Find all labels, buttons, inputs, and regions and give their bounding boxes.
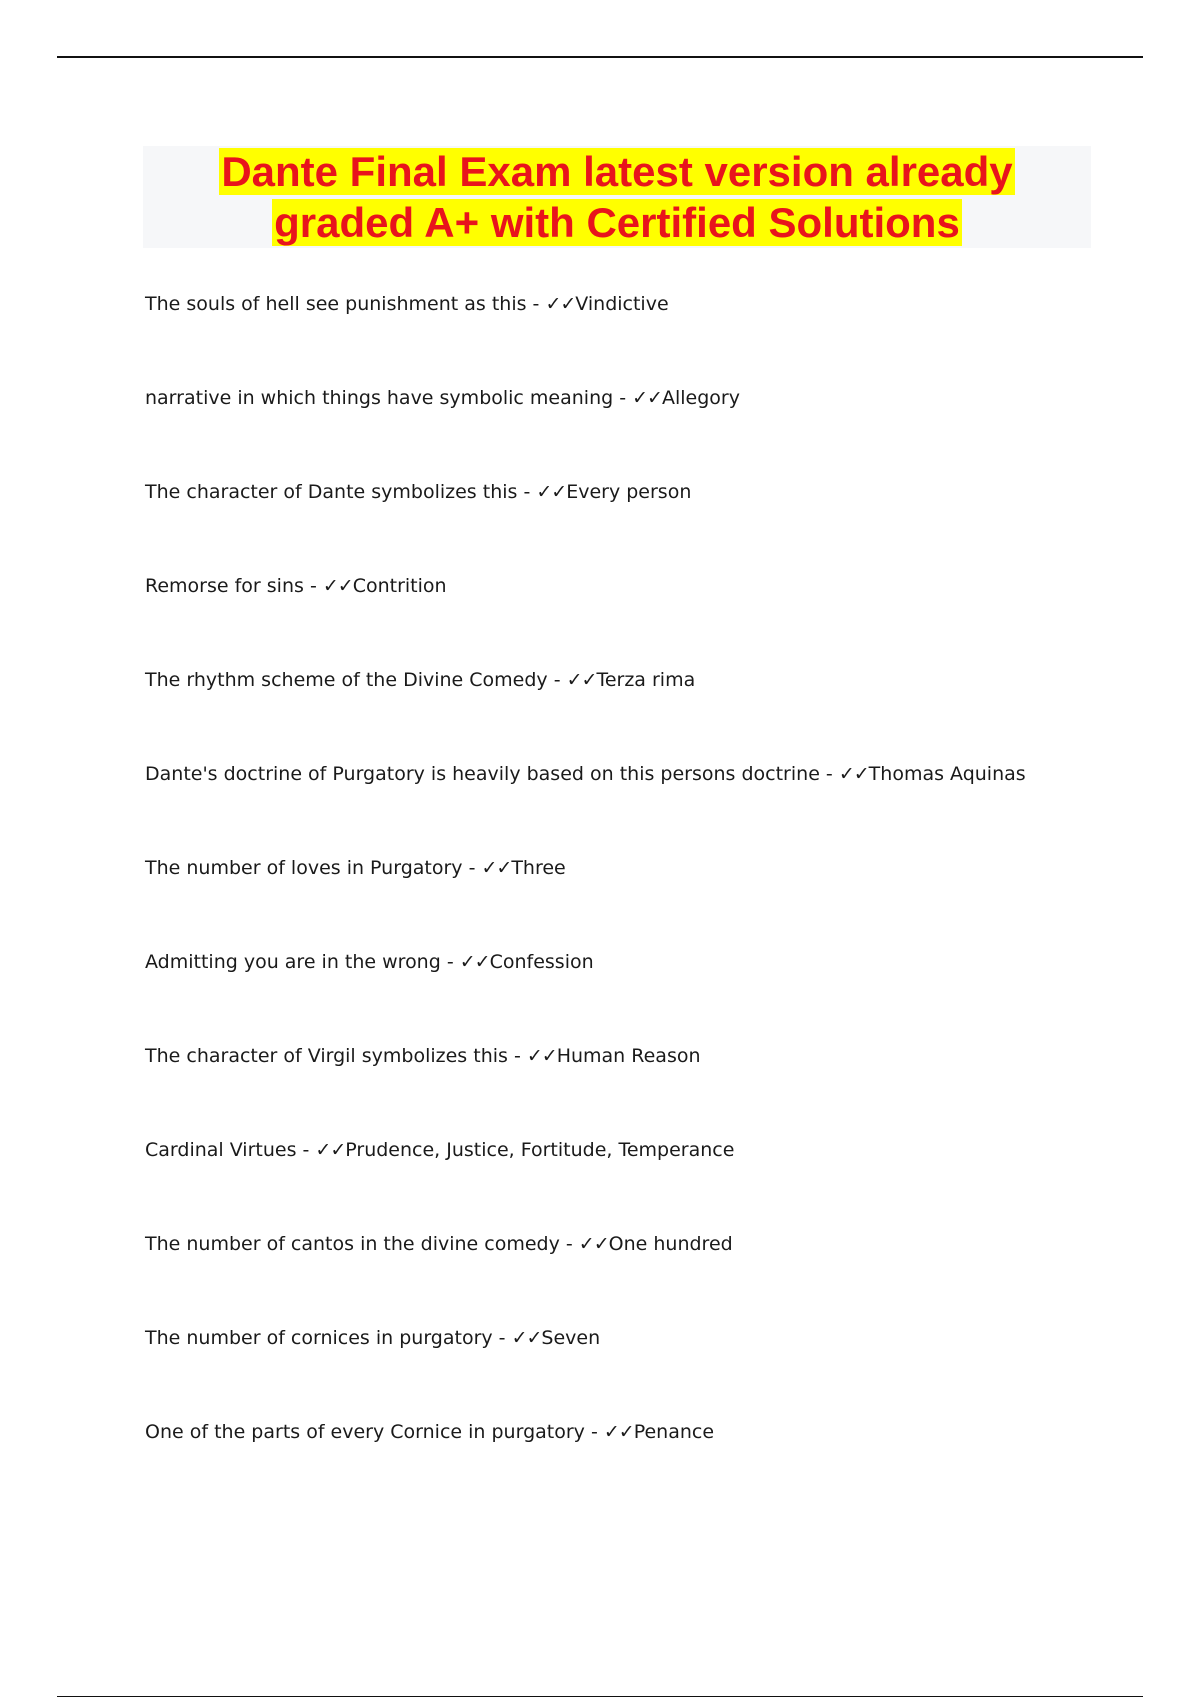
question-text: The character of Virgil symbolizes this xyxy=(145,1045,508,1067)
title-box xyxy=(143,146,1091,248)
question-text: One of the parts of every Cornice in purgatory xyxy=(145,1421,585,1443)
answer-text: Terza rima xyxy=(596,669,696,691)
check-mark-icon: ✓✓ xyxy=(578,1233,609,1255)
title-line-1: Dante Final Exam latest version already xyxy=(221,148,1013,195)
bottom-rule xyxy=(57,1696,1143,1697)
separator: - xyxy=(613,387,633,409)
answer-text: Vindictive xyxy=(575,293,669,315)
question-text: The souls of hell see punishment as this xyxy=(145,293,527,315)
answer-text: Confession xyxy=(489,951,594,973)
question-text: The number of loves in Purgatory xyxy=(145,857,463,879)
check-mark-icon: ✓✓ xyxy=(545,293,576,315)
question-text: Remorse for sins xyxy=(145,575,304,597)
separator: - xyxy=(819,763,839,785)
qa-item xyxy=(145,762,1145,856)
qa-item xyxy=(145,574,1145,668)
answer-text: Penance xyxy=(633,1421,715,1443)
separator: - xyxy=(517,481,537,503)
question-text: The number of cantos in the divine comedy xyxy=(145,1233,560,1255)
check-mark-icon: ✓✓ xyxy=(315,1139,346,1161)
separator: - xyxy=(492,1327,512,1349)
question-text: Cardinal Virtues xyxy=(145,1139,297,1161)
answer-text: Every person xyxy=(566,481,692,503)
answer-text: Prudence, Justice, Fortitude, Temperance xyxy=(345,1139,735,1161)
separator: - xyxy=(462,857,482,879)
qa-item xyxy=(145,292,1145,386)
answer-text: Human Reason xyxy=(556,1045,701,1067)
question-text: Dante's doctrine of Purgatory is heavily based on this persons doctrine xyxy=(145,763,820,785)
answer-text: Allegory xyxy=(661,387,740,409)
check-mark-icon: ✓✓ xyxy=(603,1421,634,1443)
answer-text: Three xyxy=(511,857,566,879)
qa-item xyxy=(145,950,1145,1044)
question-text: Admitting you are in the wrong xyxy=(145,951,441,973)
answer-text: Seven xyxy=(541,1327,601,1349)
page-title xyxy=(219,146,1014,248)
qa-item xyxy=(145,1420,1145,1514)
question-text: The rhythm scheme of the Divine Comedy xyxy=(145,669,548,691)
check-mark-icon: ✓✓ xyxy=(566,669,597,691)
qa-item xyxy=(145,1044,1145,1138)
question-text: The character of Dante symbolizes this xyxy=(145,481,518,503)
qa-item xyxy=(145,856,1145,950)
check-mark-icon: ✓✓ xyxy=(511,1327,542,1349)
separator: - xyxy=(559,1233,579,1255)
separator: - xyxy=(303,575,323,597)
answer-text: One hundred xyxy=(608,1233,733,1255)
qa-item xyxy=(145,1232,1145,1326)
qa-item xyxy=(145,1138,1145,1232)
separator: - xyxy=(296,1139,316,1161)
check-mark-icon: ✓✓ xyxy=(526,1045,557,1067)
top-rule xyxy=(57,56,1143,58)
answer-text: Contrition xyxy=(352,575,447,597)
qa-item xyxy=(145,480,1145,574)
question-text: The number of cornices in purgatory xyxy=(145,1327,493,1349)
separator: - xyxy=(584,1421,604,1443)
separator: - xyxy=(547,669,567,691)
answer-text: Thomas Aquinas xyxy=(868,763,1026,785)
title-line-2: graded A+ with Certified Solutions xyxy=(274,199,960,246)
question-text: narrative in which things have symbolic meaning xyxy=(145,387,614,409)
separator: - xyxy=(507,1045,527,1067)
qa-item xyxy=(145,1326,1145,1420)
separator: - xyxy=(526,293,546,315)
qa-list xyxy=(145,292,1145,1514)
check-mark-icon: ✓✓ xyxy=(481,857,512,879)
check-mark-icon: ✓✓ xyxy=(632,387,662,409)
qa-item xyxy=(145,668,1145,762)
separator: - xyxy=(440,951,460,973)
check-mark-icon: ✓✓ xyxy=(838,763,869,785)
check-mark-icon: ✓✓ xyxy=(322,575,353,597)
qa-item xyxy=(145,386,1145,480)
check-mark-icon: ✓✓ xyxy=(536,481,567,503)
check-mark-icon: ✓✓ xyxy=(459,951,490,973)
